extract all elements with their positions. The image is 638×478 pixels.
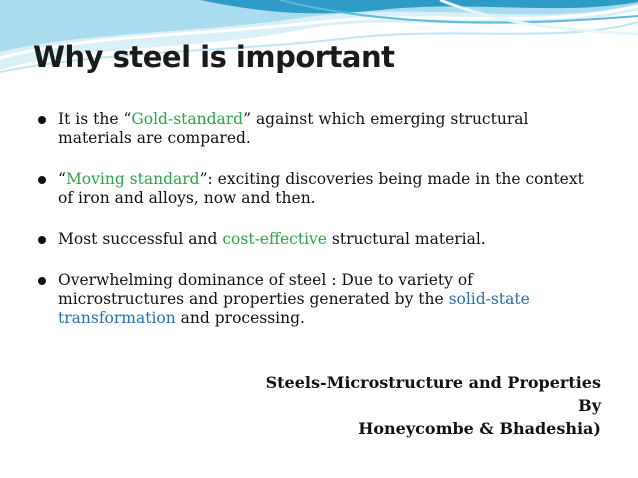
bullet-item <box>38 110 603 148</box>
slide-title: Why steel is important <box>33 40 395 74</box>
bullet-dot-icon <box>38 236 46 244</box>
bullet-text: Most successful and <box>58 230 223 248</box>
bullet-item <box>38 230 603 249</box>
bullet-text: It is the “ <box>58 110 132 128</box>
highlight-text: solid-state transformation <box>58 290 530 327</box>
bullet-list <box>38 110 603 328</box>
bullet-text: “ <box>58 170 66 188</box>
bullet-dot-icon <box>38 277 46 285</box>
highlight-text: Moving standard <box>65 170 200 188</box>
bullet-item <box>38 271 603 328</box>
bullet-text: structural material. <box>326 230 486 248</box>
bullet-text: and processing. <box>175 309 305 327</box>
reference-book-title: Steels-Microstructure and Properties <box>265 373 601 392</box>
bullet-text: ”: exciting discoveries being made in the context of iron and alloys, now and then. <box>58 170 584 207</box>
bullet-dot-icon <box>38 116 46 124</box>
highlight-text: Gold-standard <box>131 110 244 128</box>
reference-by: By <box>578 396 601 415</box>
reference-authors: Honeycombe & Bhadeshia) <box>358 419 601 438</box>
bullet-text: Overwhelming dominance of steel : Due to variety of microstructures and properties generated by the <box>58 271 473 308</box>
bullet-item <box>38 170 603 208</box>
highlight-text: cost-effective <box>222 230 327 248</box>
bullet-text: ” against which emerging structural materials are compared. <box>58 110 529 147</box>
reference-citation <box>266 371 601 440</box>
bullet-dot-icon <box>38 176 46 184</box>
